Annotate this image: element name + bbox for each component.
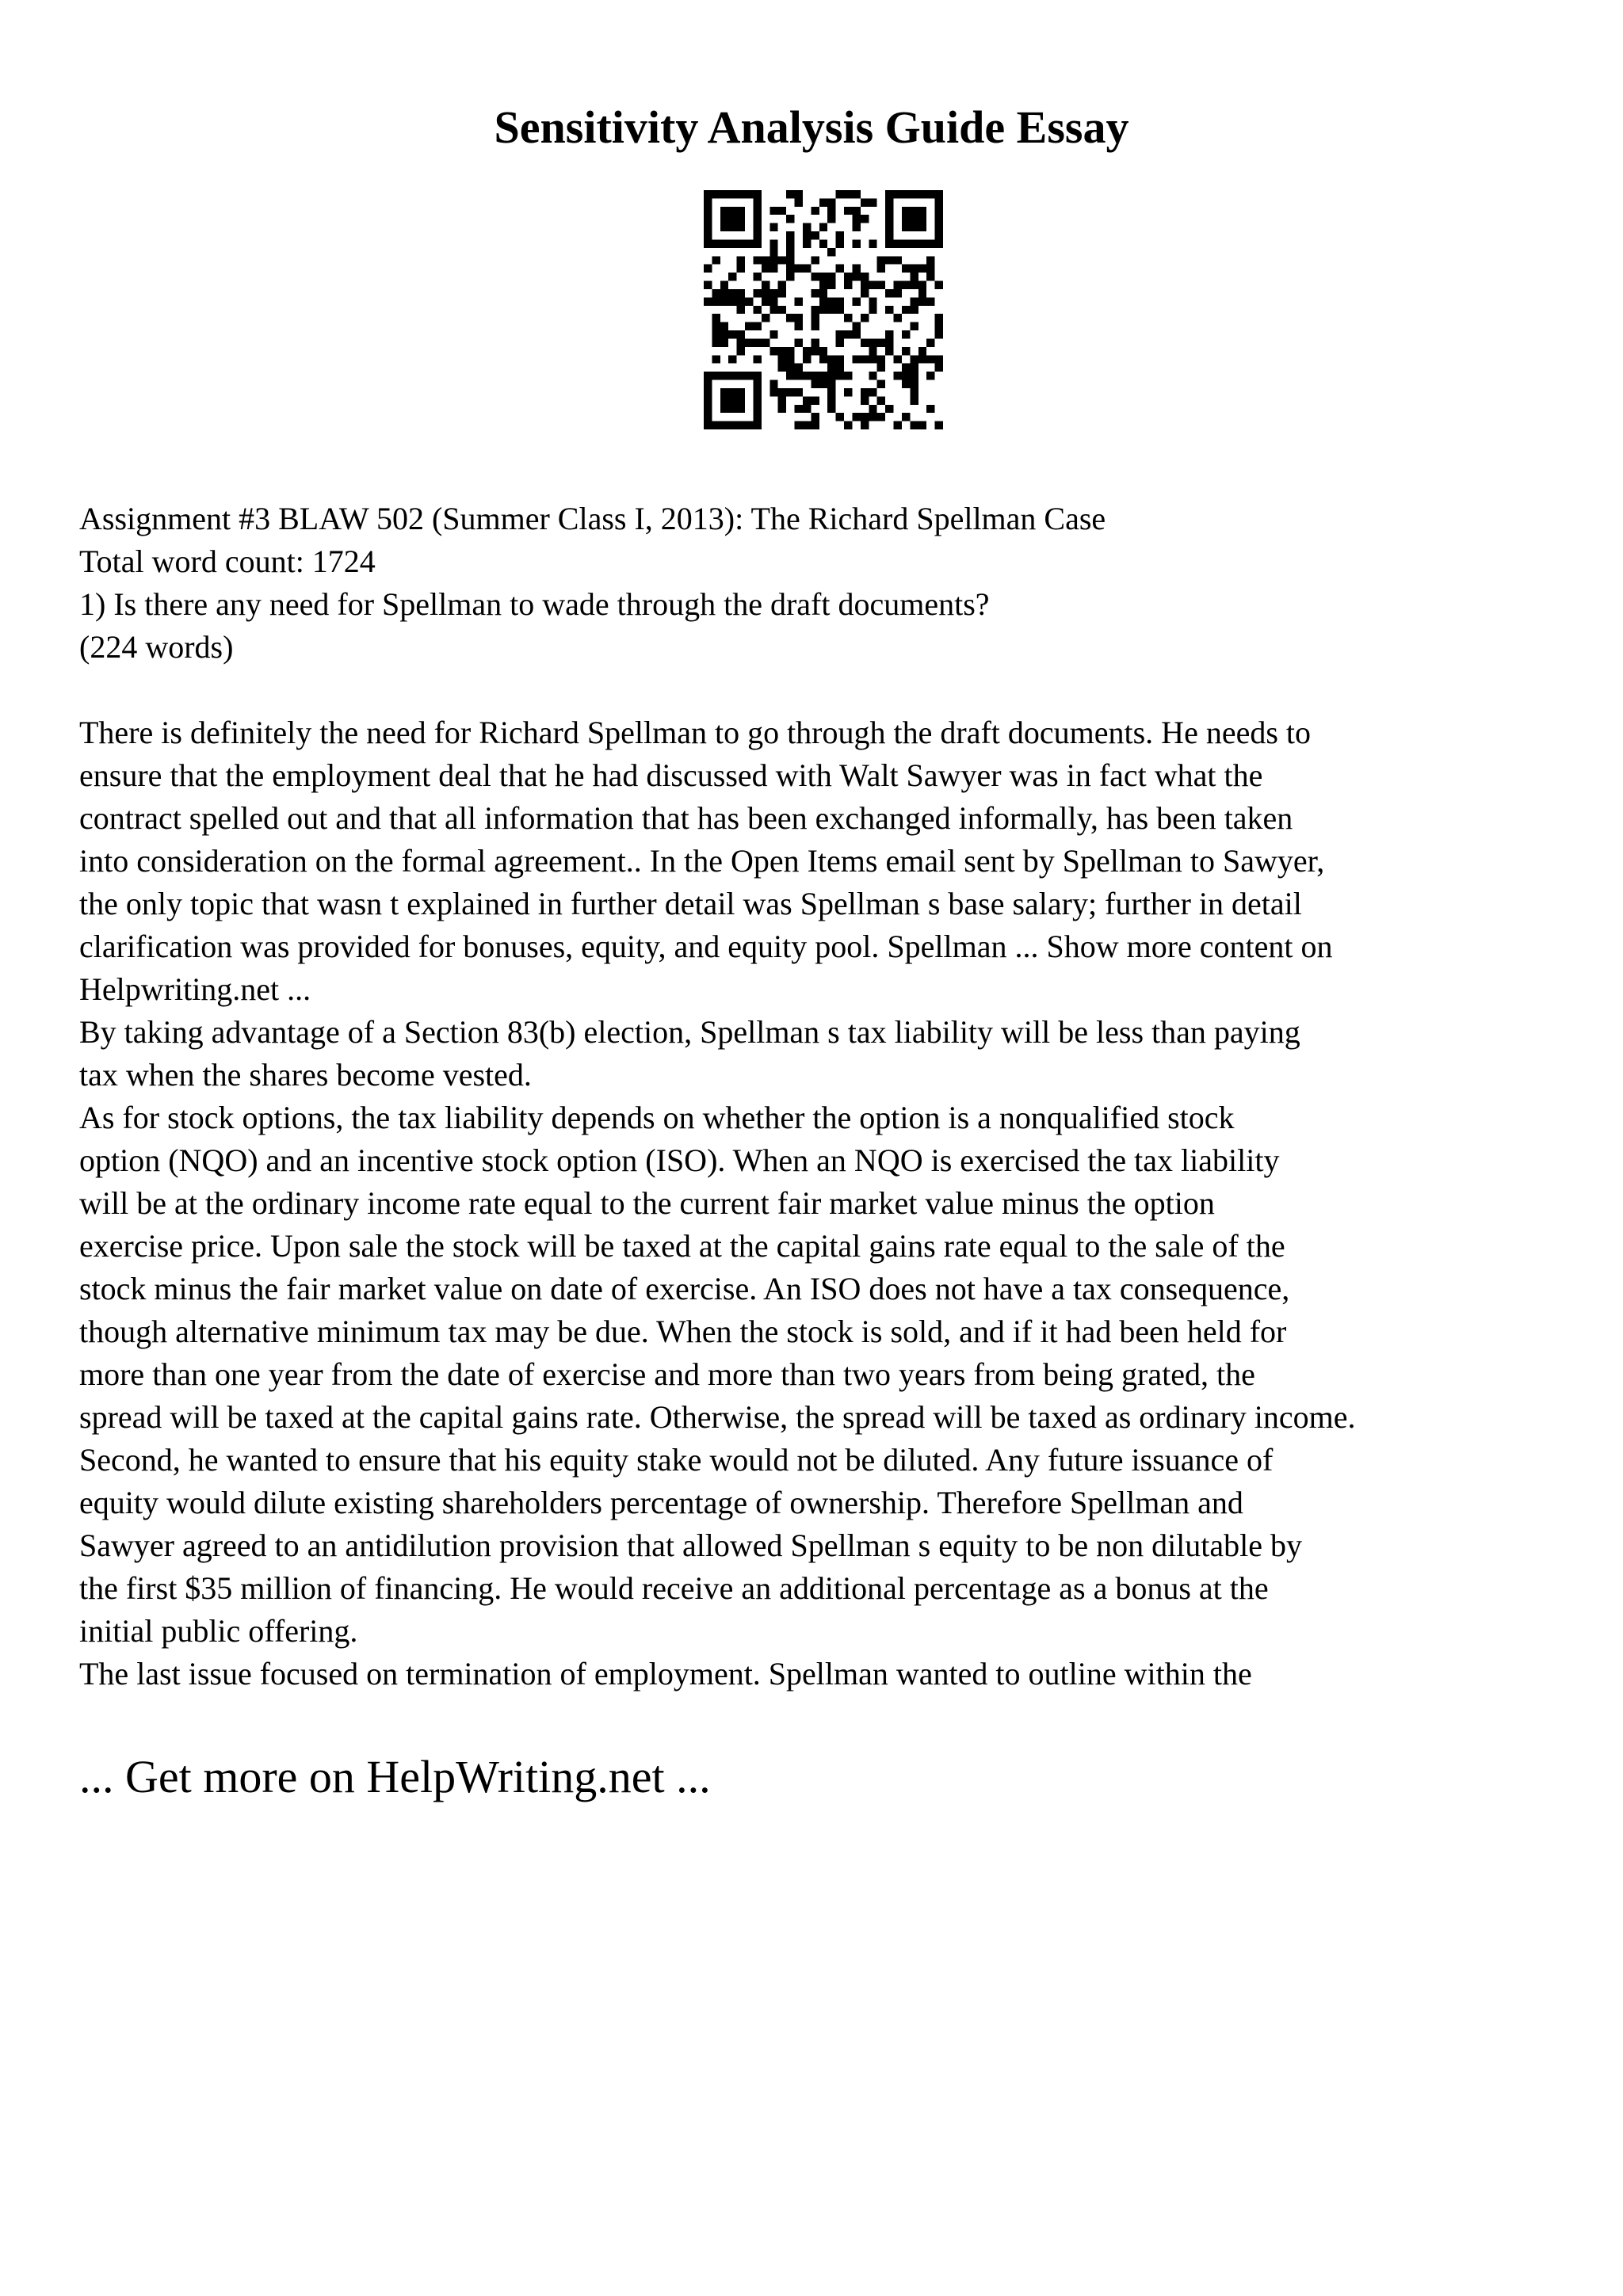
text-line: equity would dilute existing shareholders percentage of ownership. Therefore Spellman and	[79, 1485, 1243, 1520]
assignment-header	[79, 498, 1609, 669]
text-line: into consideration on the formal agreement.. In the Open Items email sent by Spellman to Sawyer,	[79, 843, 1325, 879]
text-line: initial public offering.	[79, 1613, 358, 1649]
text-line: the first $35 million of financing. He would receive an additional percentage as a bonus at the	[79, 1570, 1269, 1606]
text-line: tax when the shares become vested.	[79, 1057, 532, 1093]
text-line: As for stock options, the tax liability depends on whether the option is a nonqualified stock	[79, 1100, 1235, 1135]
document-body	[79, 498, 1609, 1695]
qr-code[interactable]	[704, 190, 943, 429]
get-more-link[interactable]: ... Get more on HelpWriting.net ...	[79, 1751, 711, 1802]
text-line: stock minus the fair market value on date of exercise. An ISO does not have a tax consequence,	[79, 1271, 1290, 1306]
word-count-line: Total word count: 1724	[79, 543, 376, 579]
text-line: ensure that the employment deal that he had discussed with Walt Sawyer was in fact what the	[79, 757, 1263, 793]
text-line: will be at the ordinary income rate equal to the current fair market value minus the option	[79, 1185, 1215, 1221]
question-line: 1) Is there any need for Spellman to wade through the draft documents?	[79, 586, 990, 622]
text-line: clarification was provided for bonuses, equity, and equity pool. Spellman ... Show more content on	[79, 929, 1333, 964]
text-line: Second, he wanted to ensure that his equity stake would not be diluted. Any future issuance of	[79, 1442, 1274, 1478]
text-line: though alternative minimum tax may be due. When the stock is sold, and if it had been held for	[79, 1314, 1287, 1349]
text-line: Sawyer agreed to an antidilution provision that allowed Spellman s equity to be non dilutable by	[79, 1527, 1303, 1563]
text-line: By taking advantage of a Section 83(b) election, Spellman s tax liability will be less than paying	[79, 1014, 1300, 1050]
document-title: Sensitivity Analysis Guide Essay	[494, 101, 1129, 153]
question-word-count: (224 words)	[79, 629, 234, 665]
text-line: Helpwriting.net ...	[79, 971, 311, 1007]
text-line: spread will be taxed at the capital gains rate. Otherwise, the spread will be taxed as ordinary income.	[79, 1399, 1356, 1435]
essay-text	[79, 711, 1609, 1695]
text-line: more than one year from the date of exercise and more than two years from being grated, the	[79, 1356, 1255, 1392]
text-line: The last issue focused on termination of employment. Spellman wanted to outline within the	[79, 1656, 1252, 1691]
text-line: exercise price. Upon sale the stock will be taxed at the capital gains rate equal to the sale of the	[79, 1228, 1285, 1264]
text-line: the only topic that wasn t explained in further detail was Spellman s base salary; further in detail	[79, 886, 1302, 921]
assignment-line: Assignment #3 BLAW 502 (Summer Class I, 2013): The Richard Spellman Case	[79, 501, 1106, 536]
text-line: option (NQO) and an incentive stock option (ISO). When an NQO is exercised the tax liability	[79, 1142, 1280, 1178]
text-line: contract spelled out and that all information that has been exchanged informally, has been taken	[79, 800, 1293, 836]
text-line: There is definitely the need for Richard Spellman to go through the draft documents. He needs to	[79, 715, 1312, 750]
